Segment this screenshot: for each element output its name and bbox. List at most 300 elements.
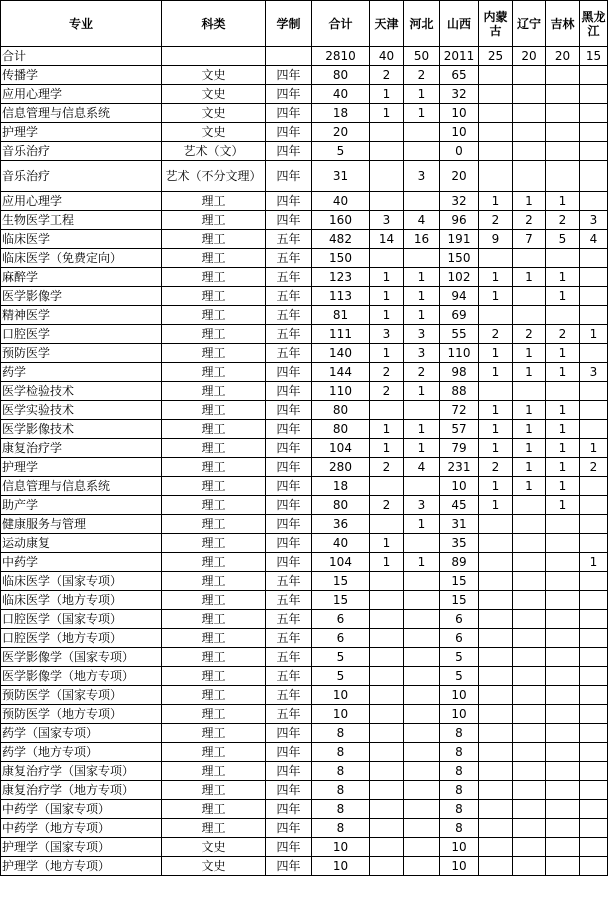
total-cell: 50 bbox=[404, 47, 440, 66]
neimenggu-cell bbox=[479, 838, 513, 857]
shanxi-cell: 31 bbox=[440, 515, 479, 534]
shanxi-cell: 5 bbox=[440, 667, 479, 686]
heilongjiang-cell bbox=[580, 477, 608, 496]
tianjin-cell bbox=[370, 838, 404, 857]
liaoning-cell bbox=[513, 743, 546, 762]
shanxi-cell: 88 bbox=[440, 382, 479, 401]
liaoning-cell bbox=[513, 85, 546, 104]
table-row bbox=[1, 477, 608, 496]
shanxi-cell: 10 bbox=[440, 104, 479, 123]
total-cell: 10 bbox=[312, 838, 370, 857]
heilongjiang-cell bbox=[580, 401, 608, 420]
liaoning-cell bbox=[513, 667, 546, 686]
major-cell: 信息管理与信息系统 bbox=[1, 104, 162, 123]
total-cell: 20 bbox=[546, 47, 580, 66]
shanxi-cell: 96 bbox=[440, 211, 479, 230]
table-row bbox=[1, 161, 608, 192]
table-row bbox=[1, 781, 608, 800]
major-cell: 预防医学（地方专项） bbox=[1, 705, 162, 724]
liaoning-cell: 1 bbox=[513, 420, 546, 439]
total-cell: 10 bbox=[312, 705, 370, 724]
tianjin-cell bbox=[370, 192, 404, 211]
liaoning-cell bbox=[513, 572, 546, 591]
table-row bbox=[1, 857, 608, 876]
tianjin-cell bbox=[370, 743, 404, 762]
category-cell: 理工 bbox=[162, 344, 266, 363]
hebei-cell bbox=[404, 591, 440, 610]
neimenggu-cell bbox=[479, 85, 513, 104]
tianjin-cell bbox=[370, 705, 404, 724]
duration-cell: 四年 bbox=[266, 123, 312, 142]
total-cell: 6 bbox=[312, 610, 370, 629]
tianjin-cell: 1 bbox=[370, 344, 404, 363]
hebei-cell: 1 bbox=[404, 104, 440, 123]
table-row bbox=[1, 515, 608, 534]
duration-cell: 四年 bbox=[266, 496, 312, 515]
jilin-cell bbox=[546, 123, 580, 142]
tianjin-cell bbox=[370, 610, 404, 629]
shanxi-cell: 15 bbox=[440, 572, 479, 591]
category-cell: 艺术（文） bbox=[162, 142, 266, 161]
total-cell: 80 bbox=[312, 420, 370, 439]
hebei-cell: 4 bbox=[404, 458, 440, 477]
category-cell: 理工 bbox=[162, 249, 266, 268]
neimenggu-cell: 1 bbox=[479, 420, 513, 439]
duration-cell: 四年 bbox=[266, 534, 312, 553]
table-body bbox=[1, 47, 608, 876]
jilin-cell bbox=[546, 724, 580, 743]
jilin-cell bbox=[546, 857, 580, 876]
jilin-cell bbox=[546, 515, 580, 534]
neimenggu-cell: 1 bbox=[479, 401, 513, 420]
shanxi-cell: 45 bbox=[440, 496, 479, 515]
heilongjiang-cell bbox=[580, 705, 608, 724]
major-cell: 护理学 bbox=[1, 458, 162, 477]
total-cell: 280 bbox=[312, 458, 370, 477]
duration-cell: 五年 bbox=[266, 572, 312, 591]
major-cell: 康复治疗学（地方专项） bbox=[1, 781, 162, 800]
total-cell: 6 bbox=[312, 629, 370, 648]
neimenggu-cell bbox=[479, 610, 513, 629]
duration-cell: 五年 bbox=[266, 344, 312, 363]
duration-cell: 四年 bbox=[266, 401, 312, 420]
major-cell: 医学影像学 bbox=[1, 287, 162, 306]
neimenggu-cell bbox=[479, 515, 513, 534]
shanxi-cell: 8 bbox=[440, 762, 479, 781]
heilongjiang-cell bbox=[580, 268, 608, 287]
jilin-cell bbox=[546, 591, 580, 610]
duration-cell: 五年 bbox=[266, 287, 312, 306]
table-row bbox=[1, 230, 608, 249]
hebei-cell bbox=[404, 686, 440, 705]
liaoning-cell: 1 bbox=[513, 268, 546, 287]
category-cell: 理工 bbox=[162, 363, 266, 382]
neimenggu-cell bbox=[479, 686, 513, 705]
shanxi-cell: 6 bbox=[440, 629, 479, 648]
major-cell: 口腔医学 bbox=[1, 325, 162, 344]
category-cell: 理工 bbox=[162, 268, 266, 287]
jilin-cell: 5 bbox=[546, 230, 580, 249]
hebei-cell: 1 bbox=[404, 306, 440, 325]
heilongjiang-cell: 1 bbox=[580, 325, 608, 344]
jilin-cell bbox=[546, 85, 580, 104]
hebei-cell bbox=[404, 249, 440, 268]
table-row bbox=[1, 572, 608, 591]
hebei-cell: 1 bbox=[404, 553, 440, 572]
table-row bbox=[1, 800, 608, 819]
major-cell: 医学检验技术 bbox=[1, 382, 162, 401]
tianjin-cell: 2 bbox=[370, 382, 404, 401]
total-cell: 40 bbox=[312, 192, 370, 211]
total-row bbox=[1, 47, 608, 66]
heilongjiang-cell: 1 bbox=[580, 439, 608, 458]
liaoning-cell bbox=[513, 629, 546, 648]
heilongjiang-cell bbox=[580, 192, 608, 211]
liaoning-cell bbox=[513, 553, 546, 572]
duration-cell: 四年 bbox=[266, 66, 312, 85]
major-cell: 健康服务与管理 bbox=[1, 515, 162, 534]
jilin-cell bbox=[546, 800, 580, 819]
heilongjiang-cell bbox=[580, 420, 608, 439]
hebei-cell bbox=[404, 123, 440, 142]
shanxi-cell: 89 bbox=[440, 553, 479, 572]
liaoning-cell bbox=[513, 306, 546, 325]
liaoning-cell bbox=[513, 104, 546, 123]
heilongjiang-cell bbox=[580, 85, 608, 104]
duration-cell: 五年 bbox=[266, 667, 312, 686]
liaoning-cell bbox=[513, 123, 546, 142]
shanxi-cell: 8 bbox=[440, 819, 479, 838]
liaoning-cell bbox=[513, 161, 546, 192]
neimenggu-cell bbox=[479, 800, 513, 819]
table-row bbox=[1, 287, 608, 306]
heilongjiang-cell bbox=[580, 781, 608, 800]
total-cell: 10 bbox=[312, 686, 370, 705]
jilin-cell bbox=[546, 667, 580, 686]
hebei-cell bbox=[404, 629, 440, 648]
category-cell: 理工 bbox=[162, 743, 266, 762]
neimenggu-cell: 9 bbox=[479, 230, 513, 249]
shanxi-cell: 102 bbox=[440, 268, 479, 287]
liaoning-cell: 2 bbox=[513, 211, 546, 230]
jilin-cell bbox=[546, 553, 580, 572]
major-cell: 医学影像技术 bbox=[1, 420, 162, 439]
jilin-cell bbox=[546, 838, 580, 857]
jilin-cell bbox=[546, 781, 580, 800]
neimenggu-cell: 1 bbox=[479, 268, 513, 287]
jilin-cell: 1 bbox=[546, 192, 580, 211]
hebei-cell: 3 bbox=[404, 344, 440, 363]
total-label: 合计 bbox=[1, 47, 162, 66]
neimenggu-cell: 1 bbox=[479, 192, 513, 211]
tianjin-cell bbox=[370, 686, 404, 705]
hebei-cell: 1 bbox=[404, 287, 440, 306]
duration-cell: 四年 bbox=[266, 515, 312, 534]
total-cell: 113 bbox=[312, 287, 370, 306]
duration-cell: 五年 bbox=[266, 591, 312, 610]
liaoning-cell bbox=[513, 287, 546, 306]
hebei-cell: 16 bbox=[404, 230, 440, 249]
total-cell: 80 bbox=[312, 496, 370, 515]
neimenggu-cell bbox=[479, 781, 513, 800]
liaoning-cell bbox=[513, 838, 546, 857]
tianjin-cell: 1 bbox=[370, 287, 404, 306]
major-cell: 音乐治疗 bbox=[1, 142, 162, 161]
duration-cell: 四年 bbox=[266, 211, 312, 230]
category-cell: 文史 bbox=[162, 838, 266, 857]
shanxi-cell: 8 bbox=[440, 800, 479, 819]
liaoning-cell bbox=[513, 142, 546, 161]
liaoning-cell: 1 bbox=[513, 401, 546, 420]
neimenggu-cell: 1 bbox=[479, 439, 513, 458]
hebei-cell bbox=[404, 610, 440, 629]
jilin-cell: 2 bbox=[546, 211, 580, 230]
tianjin-cell: 2 bbox=[370, 496, 404, 515]
shanxi-cell: 8 bbox=[440, 781, 479, 800]
table-cell bbox=[266, 47, 312, 66]
neimenggu-cell bbox=[479, 66, 513, 85]
neimenggu-cell bbox=[479, 591, 513, 610]
category-cell: 文史 bbox=[162, 857, 266, 876]
duration-cell: 四年 bbox=[266, 724, 312, 743]
category-cell: 理工 bbox=[162, 382, 266, 401]
tianjin-cell bbox=[370, 515, 404, 534]
hebei-cell: 1 bbox=[404, 268, 440, 287]
tianjin-cell bbox=[370, 857, 404, 876]
shanxi-cell: 94 bbox=[440, 287, 479, 306]
major-cell: 医学影像学（国家专项） bbox=[1, 648, 162, 667]
table-row bbox=[1, 66, 608, 85]
liaoning-cell bbox=[513, 686, 546, 705]
category-cell: 理工 bbox=[162, 401, 266, 420]
total-cell: 36 bbox=[312, 515, 370, 534]
col-header-total: 合计 bbox=[312, 1, 370, 47]
duration-cell: 四年 bbox=[266, 382, 312, 401]
liaoning-cell: 1 bbox=[513, 477, 546, 496]
major-cell: 口腔医学（国家专项） bbox=[1, 610, 162, 629]
table-row bbox=[1, 629, 608, 648]
shanxi-cell: 72 bbox=[440, 401, 479, 420]
major-cell: 预防医学 bbox=[1, 344, 162, 363]
jilin-cell bbox=[546, 66, 580, 85]
hebei-cell bbox=[404, 477, 440, 496]
total-cell: 123 bbox=[312, 268, 370, 287]
tianjin-cell: 2 bbox=[370, 66, 404, 85]
total-cell: 140 bbox=[312, 344, 370, 363]
table-row bbox=[1, 123, 608, 142]
header-row bbox=[1, 1, 608, 47]
liaoning-cell bbox=[513, 534, 546, 553]
neimenggu-cell bbox=[479, 572, 513, 591]
heilongjiang-cell bbox=[580, 610, 608, 629]
tianjin-cell: 1 bbox=[370, 104, 404, 123]
tianjin-cell: 14 bbox=[370, 230, 404, 249]
category-cell: 理工 bbox=[162, 192, 266, 211]
col-header-neimenggu: 内蒙古 bbox=[479, 1, 513, 47]
table-row bbox=[1, 401, 608, 420]
heilongjiang-cell bbox=[580, 857, 608, 876]
table-row bbox=[1, 458, 608, 477]
neimenggu-cell: 1 bbox=[479, 287, 513, 306]
heilongjiang-cell bbox=[580, 724, 608, 743]
table-row bbox=[1, 819, 608, 838]
tianjin-cell bbox=[370, 123, 404, 142]
total-cell: 25 bbox=[479, 47, 513, 66]
tianjin-cell bbox=[370, 142, 404, 161]
major-cell: 中药学 bbox=[1, 553, 162, 572]
tianjin-cell bbox=[370, 724, 404, 743]
total-cell: 18 bbox=[312, 104, 370, 123]
hebei-cell bbox=[404, 781, 440, 800]
jilin-cell bbox=[546, 743, 580, 762]
heilongjiang-cell bbox=[580, 819, 608, 838]
category-cell: 理工 bbox=[162, 610, 266, 629]
hebei-cell bbox=[404, 819, 440, 838]
category-cell: 文史 bbox=[162, 85, 266, 104]
duration-cell: 五年 bbox=[266, 610, 312, 629]
duration-cell: 五年 bbox=[266, 686, 312, 705]
col-header-heilongjiang: 黑龙江 bbox=[580, 1, 608, 47]
total-cell: 18 bbox=[312, 477, 370, 496]
table-row bbox=[1, 743, 608, 762]
col-header-hebei: 河北 bbox=[404, 1, 440, 47]
category-cell: 理工 bbox=[162, 458, 266, 477]
heilongjiang-cell: 3 bbox=[580, 211, 608, 230]
total-cell: 8 bbox=[312, 819, 370, 838]
jilin-cell bbox=[546, 104, 580, 123]
heilongjiang-cell bbox=[580, 382, 608, 401]
category-cell: 理工 bbox=[162, 477, 266, 496]
duration-cell: 四年 bbox=[266, 420, 312, 439]
table-row bbox=[1, 306, 608, 325]
total-cell: 81 bbox=[312, 306, 370, 325]
major-cell: 传播学 bbox=[1, 66, 162, 85]
duration-cell: 五年 bbox=[266, 306, 312, 325]
heilongjiang-cell bbox=[580, 104, 608, 123]
category-cell: 文史 bbox=[162, 104, 266, 123]
jilin-cell: 1 bbox=[546, 344, 580, 363]
total-cell: 31 bbox=[312, 161, 370, 192]
col-header-duration: 学制 bbox=[266, 1, 312, 47]
hebei-cell bbox=[404, 743, 440, 762]
shanxi-cell: 10 bbox=[440, 857, 479, 876]
table-row bbox=[1, 724, 608, 743]
category-cell: 理工 bbox=[162, 553, 266, 572]
total-cell: 80 bbox=[312, 66, 370, 85]
neimenggu-cell bbox=[479, 553, 513, 572]
jilin-cell bbox=[546, 249, 580, 268]
total-cell: 40 bbox=[312, 534, 370, 553]
neimenggu-cell: 1 bbox=[479, 477, 513, 496]
duration-cell: 四年 bbox=[266, 857, 312, 876]
table-row bbox=[1, 610, 608, 629]
tianjin-cell bbox=[370, 629, 404, 648]
col-header-shanxi: 山西 bbox=[440, 1, 479, 47]
liaoning-cell bbox=[513, 610, 546, 629]
tianjin-cell bbox=[370, 591, 404, 610]
shanxi-cell: 69 bbox=[440, 306, 479, 325]
major-cell: 信息管理与信息系统 bbox=[1, 477, 162, 496]
table-cell bbox=[162, 47, 266, 66]
jilin-cell: 1 bbox=[546, 268, 580, 287]
major-cell: 麻醉学 bbox=[1, 268, 162, 287]
neimenggu-cell: 2 bbox=[479, 325, 513, 344]
major-cell: 康复治疗学 bbox=[1, 439, 162, 458]
liaoning-cell bbox=[513, 781, 546, 800]
category-cell: 理工 bbox=[162, 439, 266, 458]
heilongjiang-cell bbox=[580, 686, 608, 705]
category-cell: 理工 bbox=[162, 496, 266, 515]
major-cell: 医学实验技术 bbox=[1, 401, 162, 420]
hebei-cell: 1 bbox=[404, 515, 440, 534]
duration-cell: 四年 bbox=[266, 192, 312, 211]
table-row bbox=[1, 104, 608, 123]
liaoning-cell: 1 bbox=[513, 458, 546, 477]
shanxi-cell: 79 bbox=[440, 439, 479, 458]
liaoning-cell bbox=[513, 591, 546, 610]
total-cell: 40 bbox=[370, 47, 404, 66]
major-cell: 临床医学 bbox=[1, 230, 162, 249]
duration-cell: 四年 bbox=[266, 439, 312, 458]
jilin-cell bbox=[546, 819, 580, 838]
heilongjiang-cell: 3 bbox=[580, 363, 608, 382]
category-cell: 理工 bbox=[162, 629, 266, 648]
neimenggu-cell: 1 bbox=[479, 363, 513, 382]
neimenggu-cell: 1 bbox=[479, 344, 513, 363]
duration-cell: 四年 bbox=[266, 800, 312, 819]
heilongjiang-cell: 2 bbox=[580, 458, 608, 477]
major-cell: 预防医学（国家专项） bbox=[1, 686, 162, 705]
duration-cell: 四年 bbox=[266, 104, 312, 123]
duration-cell: 四年 bbox=[266, 781, 312, 800]
total-cell: 104 bbox=[312, 439, 370, 458]
hebei-cell bbox=[404, 762, 440, 781]
tianjin-cell bbox=[370, 161, 404, 192]
shanxi-cell: 20 bbox=[440, 161, 479, 192]
hebei-cell bbox=[404, 401, 440, 420]
total-cell: 160 bbox=[312, 211, 370, 230]
table-row bbox=[1, 591, 608, 610]
liaoning-cell: 7 bbox=[513, 230, 546, 249]
table-row bbox=[1, 496, 608, 515]
neimenggu-cell bbox=[479, 762, 513, 781]
liaoning-cell bbox=[513, 515, 546, 534]
neimenggu-cell bbox=[479, 857, 513, 876]
jilin-cell bbox=[546, 382, 580, 401]
shanxi-cell: 10 bbox=[440, 477, 479, 496]
jilin-cell: 1 bbox=[546, 458, 580, 477]
category-cell: 理工 bbox=[162, 686, 266, 705]
liaoning-cell bbox=[513, 724, 546, 743]
table-row bbox=[1, 249, 608, 268]
heilongjiang-cell: 1 bbox=[580, 553, 608, 572]
duration-cell: 四年 bbox=[266, 477, 312, 496]
jilin-cell: 1 bbox=[546, 401, 580, 420]
tianjin-cell: 2 bbox=[370, 458, 404, 477]
major-cell: 中药学（地方专项） bbox=[1, 819, 162, 838]
duration-cell: 五年 bbox=[266, 705, 312, 724]
table-row bbox=[1, 142, 608, 161]
jilin-cell bbox=[546, 306, 580, 325]
major-cell: 生物医学工程 bbox=[1, 211, 162, 230]
shanxi-cell: 191 bbox=[440, 230, 479, 249]
duration-cell: 四年 bbox=[266, 142, 312, 161]
duration-cell: 五年 bbox=[266, 629, 312, 648]
jilin-cell: 1 bbox=[546, 287, 580, 306]
category-cell: 理工 bbox=[162, 724, 266, 743]
major-cell: 护理学（地方专项） bbox=[1, 857, 162, 876]
liaoning-cell: 1 bbox=[513, 363, 546, 382]
